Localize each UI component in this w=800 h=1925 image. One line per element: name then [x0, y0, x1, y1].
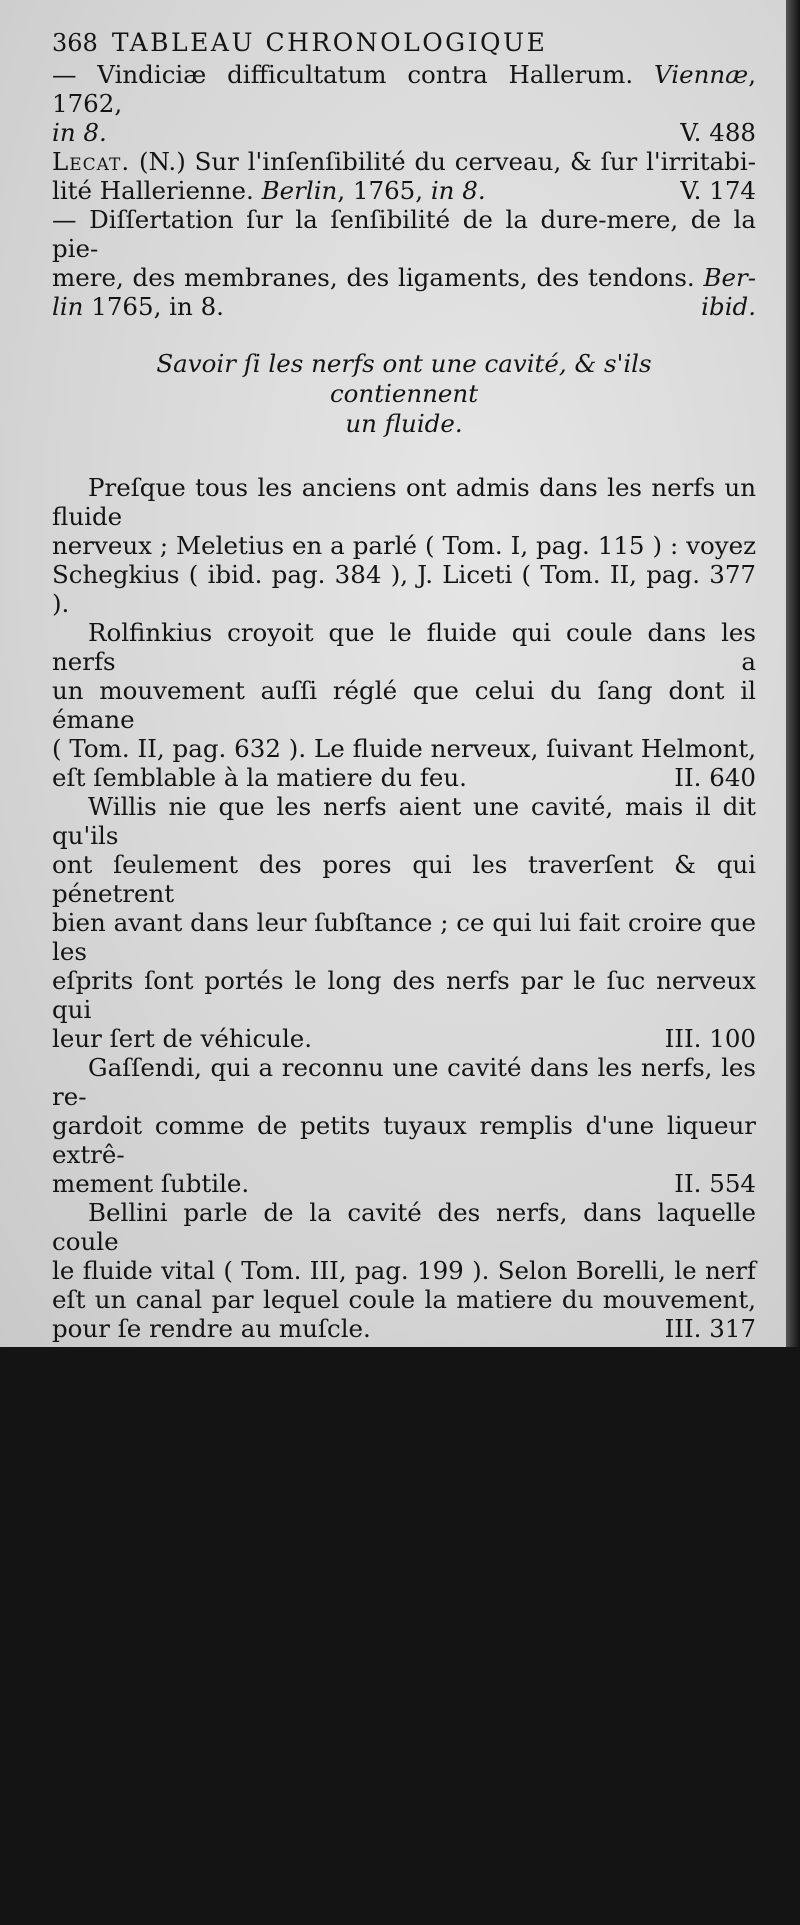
text-line: bien avant dans leur ſubſtance ; ce qui lui fait croire que les [52, 908, 756, 966]
volume-reference: III. 395 [664, 1865, 756, 1894]
text-line: nerfs ; mais il a prétendu avec Deſcartes que cette cavité étoit [52, 1401, 756, 1459]
text-line-with-ref [52, 1314, 756, 1343]
volume-reference: III. 100 [664, 1024, 756, 1053]
entry-format: in 8. [52, 118, 107, 147]
text-line-with-ref [52, 1604, 756, 1633]
text-line: duire la ſenſation, mais encore à contenir un fluide pour le [52, 1546, 756, 1604]
text-line-with-ref [52, 1024, 756, 1053]
entry-reference: V. 488 [680, 118, 756, 147]
entry-place: Ber- [703, 263, 756, 292]
text-line: épiniere. [52, 1865, 163, 1894]
text-line: Voyez auſſi G. Bartholin fils. [88, 1343, 435, 1372]
text-line: gardoit comme de petits tuyaux remplis d'une liqueur extrê- [52, 1111, 756, 1169]
entry-reference: ibid. [701, 292, 756, 321]
text-line: eſt un canal par lequel coule la matiere du mouvement, [52, 1285, 756, 1314]
page-number: 368 [52, 29, 98, 57]
page-edge-shadow [786, 0, 800, 1347]
entry-year: , 1762, [52, 60, 756, 118]
text-line: pourvue de valvules ( T. III, p. 317 ). Hannaſch a ſoutenu [52, 1459, 757, 1488]
text-line: veau, du cervelet, de la moëlle allongée, & de la moëlle [52, 1836, 756, 1865]
entry-text: lité Hallerienne. [52, 176, 254, 205]
text-line-with-ref [52, 1343, 756, 1372]
bibliography-entries [52, 60, 756, 321]
entry-line [52, 60, 756, 118]
entry-place: Berlin [261, 176, 338, 205]
volume-reference: III. 503 [664, 1343, 756, 1372]
entry-year: 1765, in 8. [91, 292, 224, 321]
entry-place: lin [52, 292, 84, 321]
text-line: que les nerfs ſont des vaiſſeaux, non ſeulement deſtinés à pro- [52, 1488, 756, 1546]
entry-format: in 8. [430, 176, 486, 205]
section-heading-line: Savoir ſi les nerfs ont une cavité, & s'ils contiennent [156, 349, 652, 408]
section-heading [92, 349, 716, 439]
section-heading-line: un fluide. [345, 409, 463, 438]
entry-year: , 1765, [337, 176, 424, 205]
text-line: eſt ſemblable à la matiere du feu. [52, 763, 467, 792]
text-line: leur ſert de véhicule. [52, 1024, 313, 1053]
entry-line [52, 205, 756, 263]
running-head [52, 28, 756, 58]
volume-reference: II. 554 [674, 1169, 756, 1198]
text-line: eſprits ſont portés le long des nerfs par le ſuc nerveux qui [52, 966, 756, 1024]
text-line: Rolfinkius croyoit que le fluide qui coule dans les nerfs a [52, 618, 756, 676]
entry-text: — Diſſertation ſur la ſenſibilité de la dure-mere, de la pie- [52, 205, 756, 263]
entry-text: mere, des membranes, des ligaments, des tendons. [52, 263, 695, 292]
text-line: mement ſubtile. [52, 1169, 250, 1198]
text-line: Gaſſendi, qui a reconnu une cavité dans les nerfs, les re- [52, 1053, 756, 1111]
text-line: Les nerfs ſont des cordons creux dans leſquels circulent [52, 1633, 756, 1691]
running-title: TABLEAU CHRONOLOGIQUE [111, 28, 548, 57]
text-line: le fluide vital ( Tom. III, pag. 199 ). Selon Borelli, le nerf [52, 1256, 756, 1285]
text-line: Schegkius ( ibid. pag. 384 ), J. Liceti ( Tom. II, pag. 377 ). [52, 560, 756, 618]
entry-place: Viennæ [654, 60, 749, 89]
text-line-with-ref [52, 763, 756, 792]
entry-tail [52, 118, 756, 147]
entry-tail [52, 292, 756, 321]
entry-line [52, 147, 756, 176]
text-line: Bellini parle de la cavité des nerfs, dans laquelle coule [52, 1198, 756, 1256]
volume-reference: III. 325 [664, 1749, 756, 1778]
text-line: ( Tom. II, pag. 632 ). Le fluide nerveux, ſuivant Helmont, [52, 734, 756, 763]
entry-tail [52, 176, 756, 205]
body-text [52, 473, 756, 1925]
entry-text: (N.) Sur l'inſenſibilité du cerveau, & ſur l'irritabi- [139, 147, 756, 176]
text-line: Willis nie que les nerfs aient une cavité, mais il dit qu'ils [52, 792, 756, 850]
text-line: pour ſe rendre au muſcle. [52, 1314, 371, 1343]
entry-author: Lecat. [52, 147, 131, 176]
volume-reference: V. 634. Suppl. [585, 1604, 756, 1633]
entry-reference: V. 174 [680, 176, 756, 205]
entry-line [52, 263, 756, 292]
text-line: nerveux ; Meletius en a parlé ( Tom. I, pag. 115 ) : voyez [52, 531, 756, 560]
text-line-with-ref [52, 1865, 756, 1894]
text-line: Preſque tous les anciens ont admis dans les nerfs un fluide [52, 473, 756, 531]
text-line: porter dans les parties. [52, 1604, 342, 1633]
text-line: un mouvement auſſi réglé que celui du ſang dont il émane [52, 676, 756, 734]
volume-reference: II. 640 [674, 763, 756, 792]
text-line: Molinetti dit que les nerfs reçoivent le fluide vital du cer- [52, 1778, 756, 1836]
text-line-with-ref [52, 1169, 756, 1198]
catchword: Bettus [675, 1896, 756, 1925]
text-line: ont ſeulement des pores qui les traverſent & qui pénetrent [52, 850, 756, 908]
text-line: Rogerſius a non ſeulement admis une cavité dans les [88, 1372, 756, 1401]
volume-reference: III. 317 [664, 1314, 756, 1343]
entry-text: — Vindiciæ difficultatum contra Hallerum. [52, 60, 634, 89]
text-line: des eſprits qui tournent en mille façons diverſes. Cordemoi. [52, 1691, 756, 1749]
